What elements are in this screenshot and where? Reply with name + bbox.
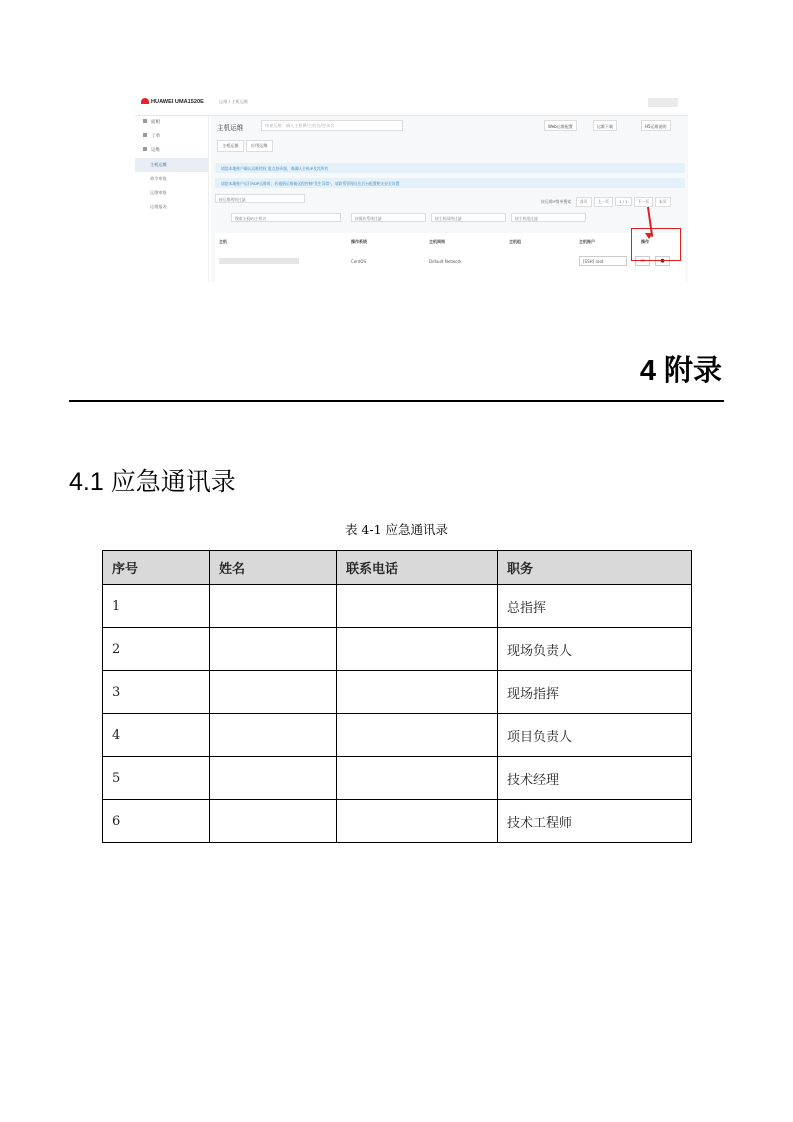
cell-role: 技术工程师 bbox=[498, 800, 692, 843]
huawei-logo: HUAWEI UMA1520E bbox=[141, 98, 204, 105]
header-name: 姓名 bbox=[210, 551, 337, 585]
table-caption: 表 4-1 应急通讯录 bbox=[344, 522, 449, 537]
table-row bbox=[103, 800, 692, 843]
pager-label: 按运维IP简单搜索 bbox=[541, 199, 571, 204]
table-header-row bbox=[103, 551, 692, 585]
cell-no: 3 bbox=[103, 671, 210, 714]
pager bbox=[536, 197, 671, 207]
col-actions: 操作 bbox=[641, 239, 649, 244]
os-filter[interactable]: 按操作系统过滤 bbox=[351, 213, 426, 222]
notice-banner: 请您本地账户确认运维授权 重点登录器，请确认主机IP及其所有 bbox=[215, 163, 685, 173]
sidebar-item-dashboard[interactable]: 面板 bbox=[135, 116, 208, 130]
col-network: 主机网络 bbox=[429, 239, 445, 244]
notice-banner: 请您本地账户运行RDP运维时，若遇到运维被远程控制"发生异常"，请联系管理员在后台配置相关安全设置 bbox=[215, 178, 685, 188]
cell-phone bbox=[337, 671, 498, 714]
cell-name bbox=[210, 585, 337, 628]
cell-role: 现场负责人 bbox=[498, 628, 692, 671]
h5-guide-button[interactable]: H5运维说明 bbox=[641, 120, 671, 131]
cell-no: 6 bbox=[103, 800, 210, 843]
cell-network: Default Network bbox=[429, 259, 462, 264]
monitor-icon[interactable]: ▭ bbox=[635, 256, 650, 266]
cell-name bbox=[210, 800, 337, 843]
header-role: 职务 bbox=[498, 551, 692, 585]
col-group: 主机组 bbox=[509, 239, 521, 244]
cell-phone bbox=[337, 757, 498, 800]
cell-role: 技术经理 bbox=[498, 757, 692, 800]
redacted-host bbox=[219, 258, 299, 264]
sidebar bbox=[135, 116, 209, 282]
cell-no: 2 bbox=[103, 628, 210, 671]
cell-os: CentOS bbox=[351, 259, 367, 264]
table-row bbox=[103, 671, 692, 714]
screenshot-main bbox=[211, 116, 688, 282]
pager-last[interactable]: 末页 bbox=[655, 197, 671, 207]
tab-app-ops[interactable]: 应用运维 bbox=[246, 140, 273, 152]
dashboard-icon bbox=[143, 119, 147, 123]
contact-table bbox=[102, 550, 692, 843]
cell-phone bbox=[337, 585, 498, 628]
host-search-input[interactable]: 搜索主机IP/主机名 bbox=[231, 213, 341, 222]
col-os: 操作系统 bbox=[351, 239, 367, 244]
cell-no: 4 bbox=[103, 714, 210, 757]
screenshot-topbar bbox=[135, 90, 688, 116]
table-row bbox=[103, 628, 692, 671]
breadcrumb: 运维 / 主机运维 bbox=[219, 99, 249, 104]
col-host: 主机 bbox=[219, 239, 227, 244]
host-table bbox=[215, 233, 685, 282]
huawei-petal-icon bbox=[141, 98, 149, 104]
cell-no: 1 bbox=[103, 585, 210, 628]
heading-rule bbox=[69, 400, 724, 402]
account-select[interactable]: [SSH] root bbox=[579, 256, 627, 266]
sidebar-item-ops[interactable]: 运维 bbox=[135, 144, 208, 158]
globe-icon[interactable]: ● bbox=[655, 256, 670, 266]
cell-name bbox=[210, 671, 337, 714]
sidebar-item-command-approval[interactable]: 命令审批 bbox=[150, 176, 167, 181]
cell-name bbox=[210, 757, 337, 800]
table-row bbox=[103, 757, 692, 800]
header-no: 序号 bbox=[103, 551, 210, 585]
cell-role: 现场指挥 bbox=[498, 671, 692, 714]
ops-download-button[interactable]: 运维下载 bbox=[593, 120, 617, 131]
col-account: 主机账户 bbox=[579, 239, 595, 244]
table-row bbox=[103, 585, 692, 628]
sidebar-item-ops-report[interactable]: 运维报表 bbox=[150, 204, 167, 209]
pager-page[interactable]: 1 / 1 bbox=[615, 197, 632, 206]
section-heading: 4.1 应急通讯录 bbox=[69, 468, 236, 496]
chapter-heading: 4 附录 bbox=[639, 355, 722, 387]
header-phone: 联系电话 bbox=[337, 551, 498, 585]
group-filter[interactable]: 按主机组过滤 bbox=[511, 213, 586, 222]
embedded-screenshot bbox=[135, 90, 688, 282]
tab-bar bbox=[217, 140, 275, 152]
ops-icon bbox=[143, 147, 147, 151]
cell-role: 项目负责人 bbox=[498, 714, 692, 757]
cell-phone bbox=[337, 628, 498, 671]
tab-host-ops[interactable]: 主机运维 bbox=[217, 140, 244, 152]
cell-phone bbox=[337, 800, 498, 843]
user-menu[interactable] bbox=[648, 98, 678, 107]
cell-name bbox=[210, 714, 337, 757]
web-config-button[interactable]: Web运维配置 bbox=[544, 120, 577, 131]
pager-next[interactable]: 下一页 bbox=[634, 197, 653, 207]
rule-filter[interactable]: 按运维规则过滤 bbox=[215, 194, 305, 203]
page-title: 主机运维 bbox=[217, 124, 244, 132]
cell-name bbox=[210, 628, 337, 671]
sidebar-item-ops-approval[interactable]: 运维审批 bbox=[150, 190, 167, 195]
sidebar-item-host-ops[interactable]: 主机运维 bbox=[135, 158, 208, 172]
cell-phone bbox=[337, 714, 498, 757]
search-input[interactable]: 快速运维：输入主机IP/主机名/登录名 bbox=[261, 120, 403, 131]
pager-prev[interactable]: 上一页 bbox=[594, 197, 613, 207]
highlight-box bbox=[631, 228, 681, 261]
sidebar-item-ticket[interactable]: 工单 bbox=[135, 130, 208, 144]
cell-no: 5 bbox=[103, 757, 210, 800]
ticket-icon bbox=[143, 133, 147, 137]
table-row bbox=[103, 714, 692, 757]
pager-first[interactable]: 首页 bbox=[576, 197, 592, 207]
network-filter[interactable]: 按主机网络过滤 bbox=[431, 213, 506, 222]
cell-role: 总指挥 bbox=[498, 585, 692, 628]
